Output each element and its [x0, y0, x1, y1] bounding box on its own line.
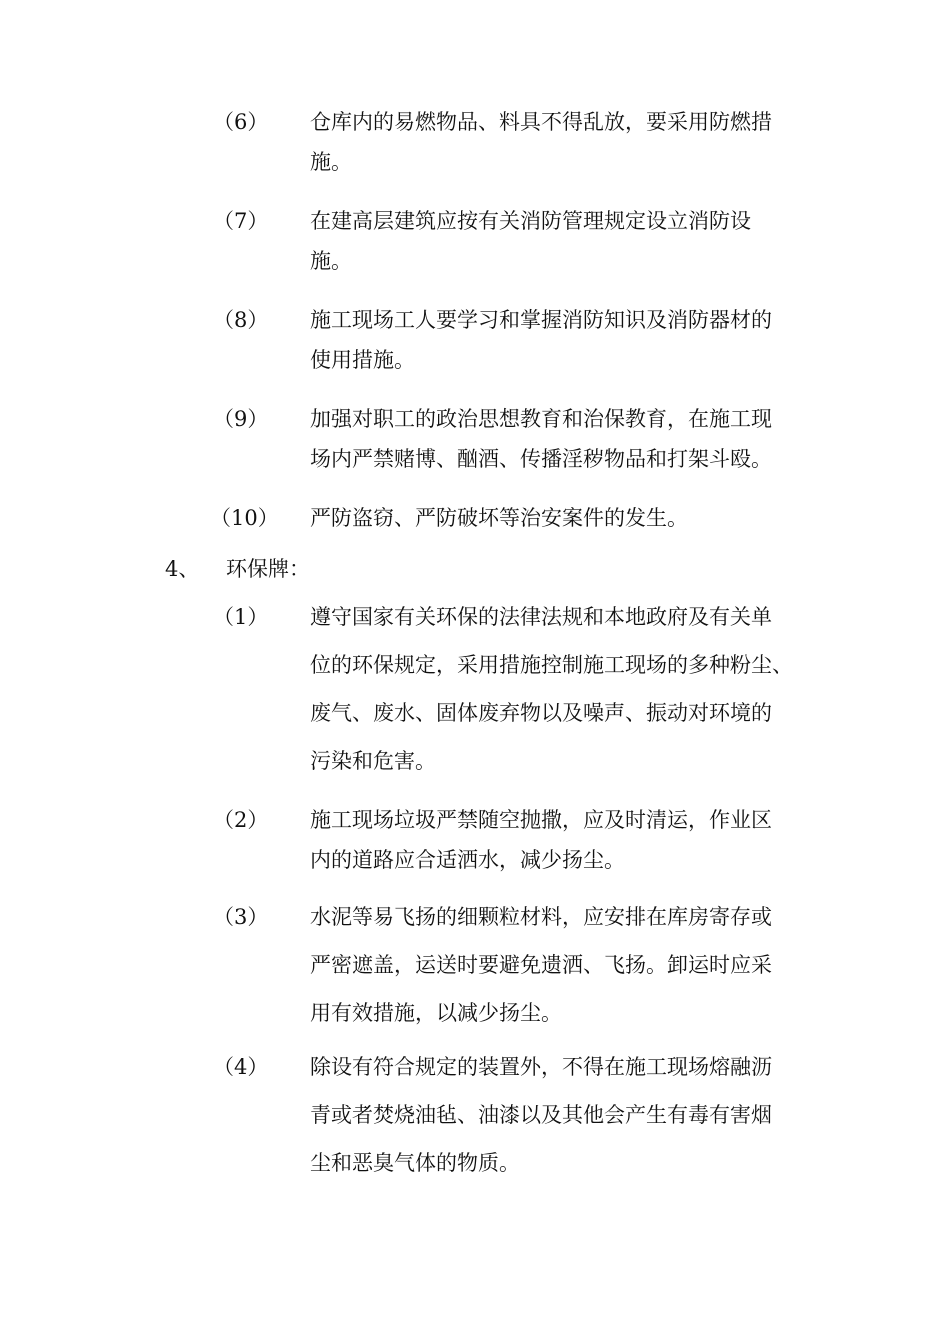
text-line: 青或者焚烧油毡、油漆以及其他会产生有毒有害烟: [310, 1103, 772, 1127]
section-title: 环保牌：: [226, 557, 310, 581]
item-text: [310, 102, 810, 182]
text-line: 尘和恶臭气体的物质。: [310, 1151, 520, 1175]
item-text: [310, 800, 810, 880]
text-line: 在建高层建筑应按有关消防管理规定设立消防设: [310, 209, 751, 233]
text-line: 使用措施。: [310, 348, 415, 372]
text-line: 内的道路应合适洒水，减少扬尘。: [310, 848, 625, 872]
item-number: （2）: [213, 808, 269, 832]
item-number: （8）: [213, 308, 269, 332]
text-line: 严防盗窃、严防破坏等治安案件的发生。: [310, 506, 688, 530]
text-line: 除设有符合规定的装置外，不得在施工现场熔融沥: [310, 1055, 772, 1079]
item-text: [310, 399, 810, 479]
item-text: [310, 1047, 810, 1191]
text-line: 废气、废水、固体废弃物以及噪声、振动对环境的: [310, 701, 772, 725]
text-line: 严密遮盖，运送时要避免遗洒、飞扬。卸运时应采: [310, 953, 772, 977]
item-text: [310, 201, 810, 281]
item-number: （6）: [213, 110, 269, 134]
text-line: 施工现场垃圾严禁随空抛撒，应及时清运，作业区: [310, 808, 772, 832]
text-line: 加强对职工的政治思想教育和治保教育，在施工现: [310, 407, 772, 431]
text-line: 污染和危害。: [310, 749, 436, 773]
text-line: 遵守国家有关环保的法律法规和本地政府及有关单: [310, 605, 772, 629]
section-number: 4、: [165, 557, 200, 581]
text-line: 施工现场工人要学习和掌握消防知识及消防器材的: [310, 308, 772, 332]
item-number: （3）: [213, 905, 269, 929]
text-line: 仓库内的易燃物品、料具不得乱放，要采用防燃措: [310, 110, 772, 134]
item-text: [310, 597, 810, 789]
item-number: （1）: [213, 605, 269, 629]
item-number: （10）: [210, 506, 279, 530]
item-text: [310, 897, 810, 1041]
item-number: （9）: [213, 407, 269, 431]
text-line: 场内严禁赌博、酗酒、传播淫秽物品和打架斗殴。: [310, 447, 772, 471]
text-line: 施。: [310, 249, 352, 273]
text-line: 施。: [310, 150, 352, 174]
text-line: 用有效措施，以减少扬尘。: [310, 1001, 562, 1025]
item-text: [310, 300, 810, 380]
item-number: （7）: [213, 209, 269, 233]
text-line: 位的环保规定，采用措施控制施工现场的多种粉尘、: [310, 653, 793, 677]
item-text: [310, 498, 810, 538]
item-number: （4）: [213, 1055, 269, 1079]
text-line: 水泥等易飞扬的细颗粒材料，应安排在库房寄存或: [310, 905, 772, 929]
